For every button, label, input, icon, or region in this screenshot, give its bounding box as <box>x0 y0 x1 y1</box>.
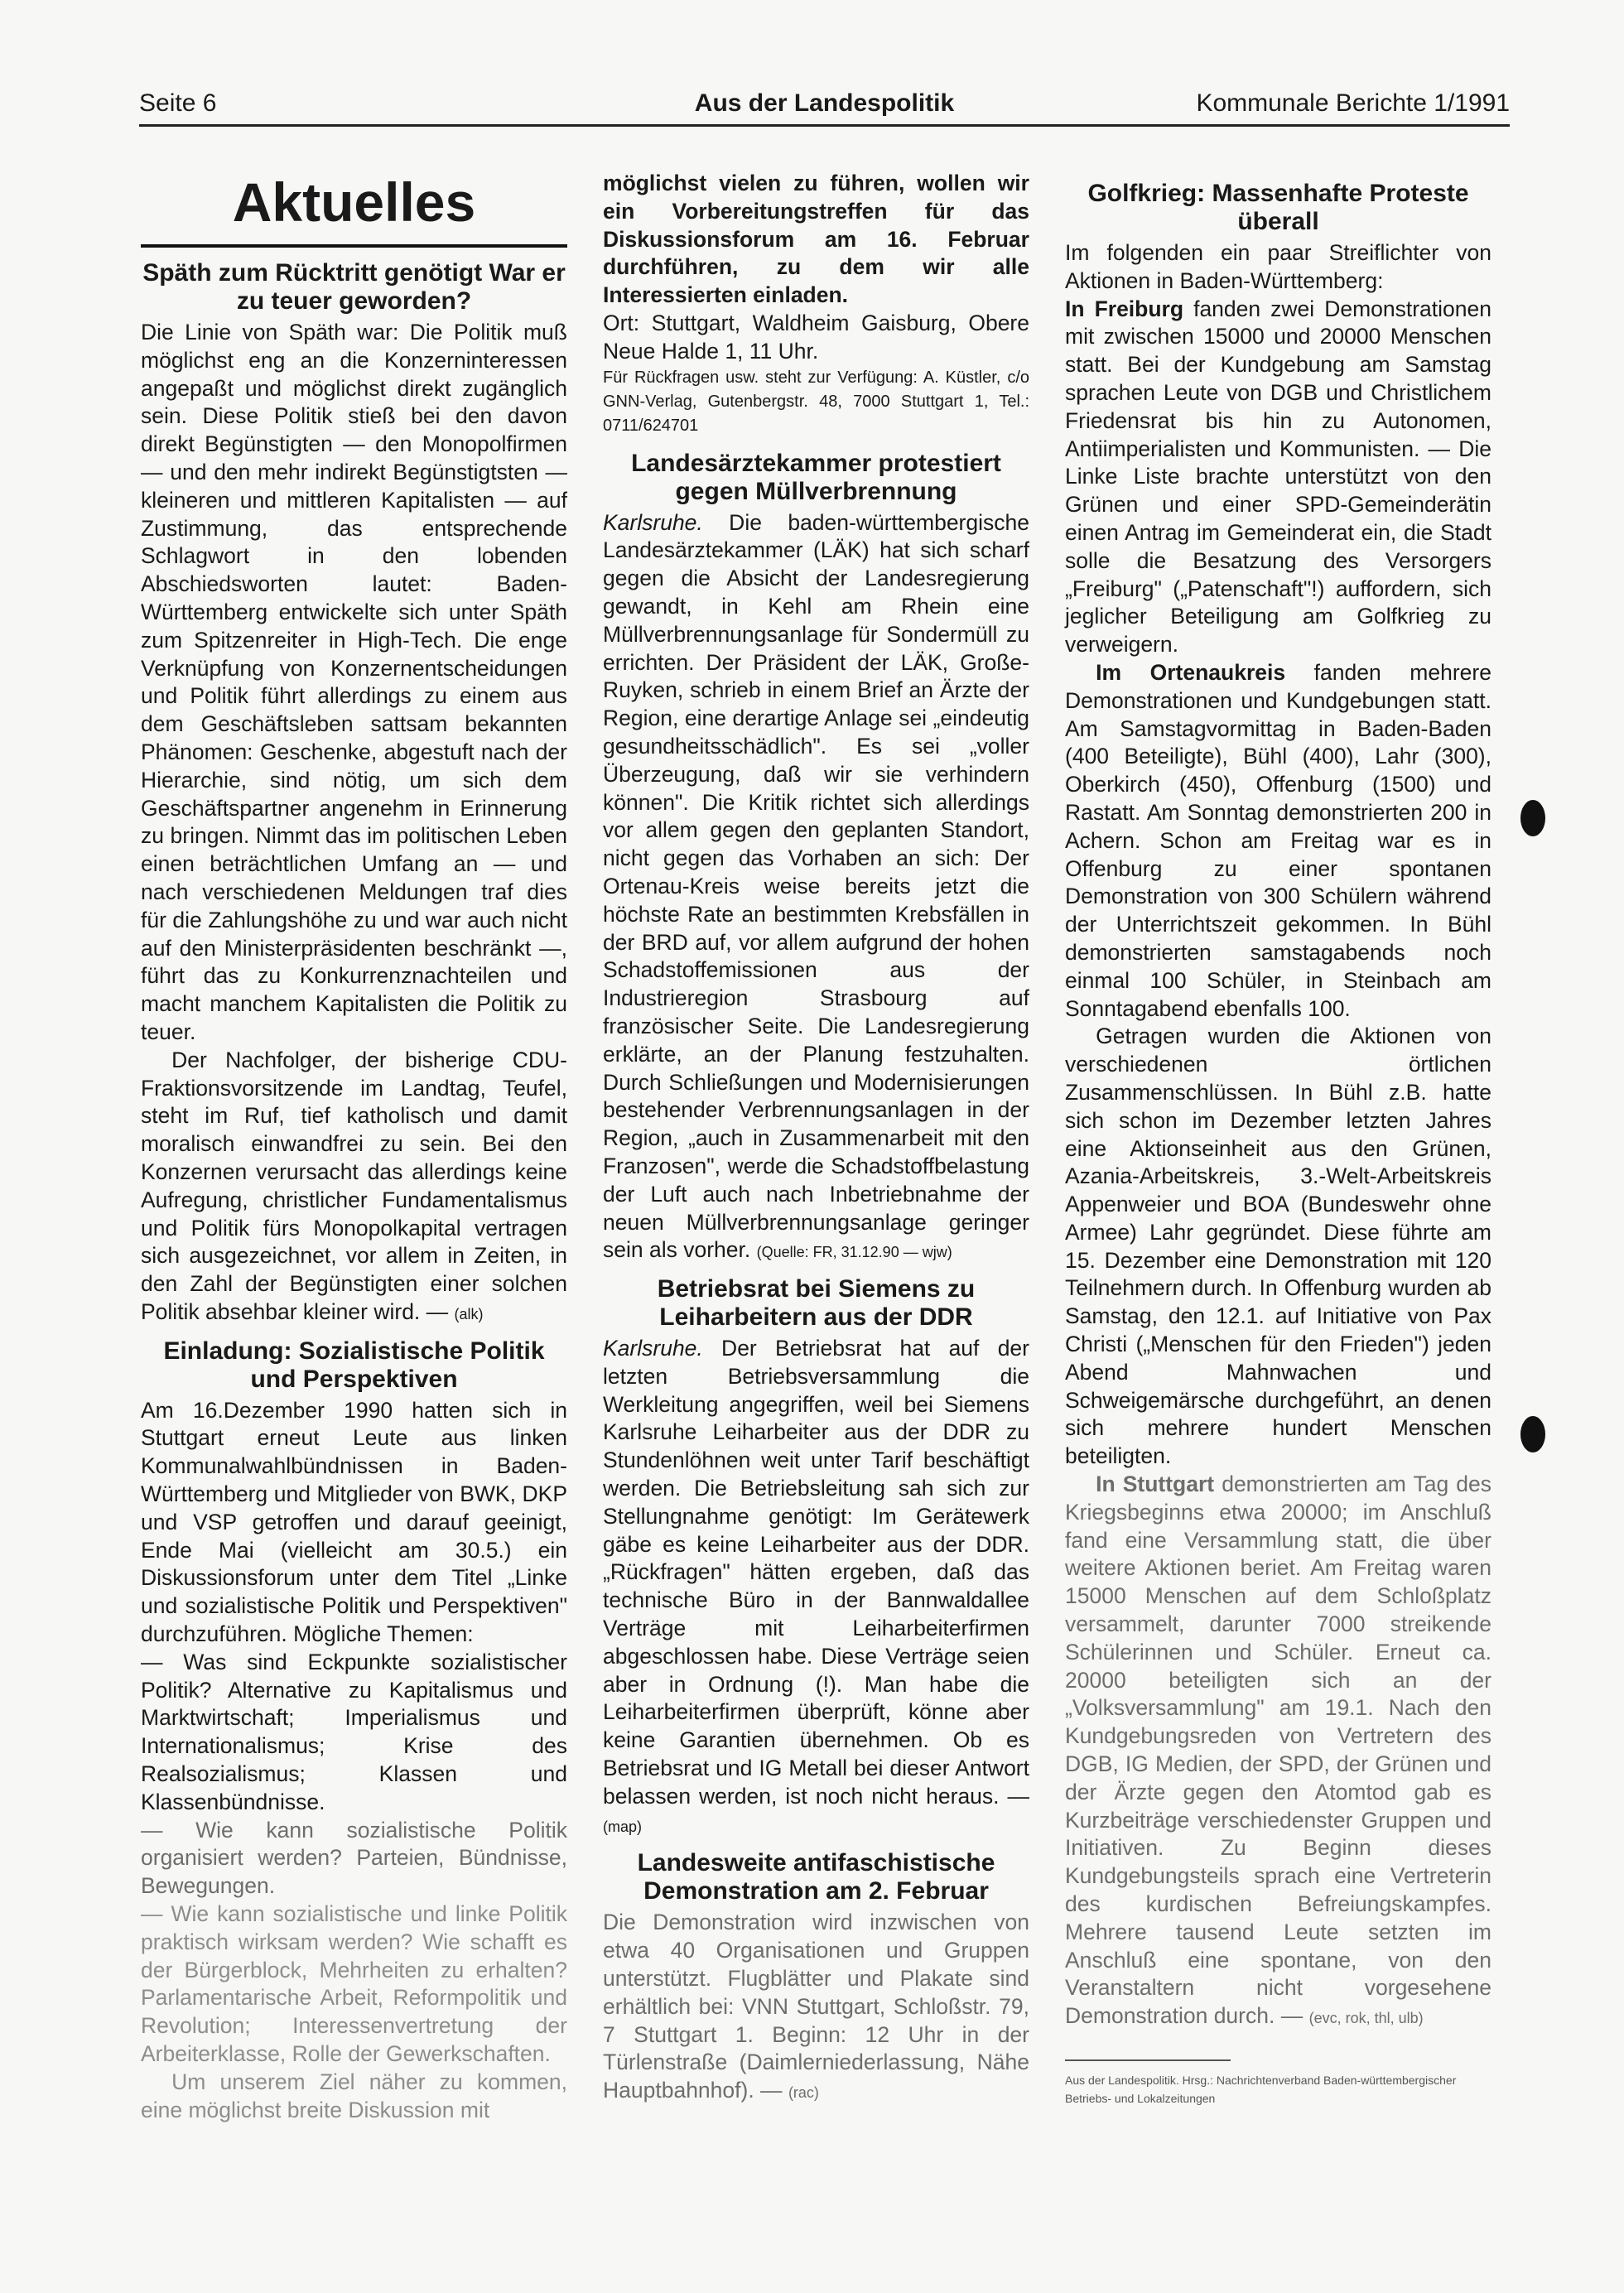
article-paragraph: Um unserem Ziel näher zu kommen, eine möglichst breite Diskussion mit <box>141 2069 567 2122</box>
dateline: Karlsruhe. <box>603 509 703 535</box>
author-signature: (rac) <box>788 2084 819 2102</box>
article-paragraph: Die Demonstration wird inzwischen von etwa 40 Organisationen und Gruppen unterstützt. Flugblätter und Plakate sind erhältlich bei: VNN Stuttgart, Schloßstr. 79, 7 Stuttgart 1. Beginn: 12 Uhr in der Türlenstraße (Daimlerniederlassung, Nähe Hauptbahnhof). — (rac) <box>603 1910 1029 2103</box>
city-lead: In Stuttgart <box>1096 1472 1215 1497</box>
section-name: Aus der Landespolitik <box>694 89 955 117</box>
column-2 <box>603 170 1029 2108</box>
header-rule <box>139 124 1510 127</box>
article-headline-siemens: Betriebsrat bei Siemens zu Leiharbeitern aus der DDR <box>657 1275 976 1332</box>
author-signature: (map) <box>603 1818 643 1835</box>
article-intro: Im folgenden ein paar Streiflichter von Aktionen in Baden-Württemberg: <box>1065 240 1491 293</box>
topic-item: — Wie kann sozialistische und linke Politik praktisch wirksam werden? Wie schafft es der Bürgerblock, Mehrheiten zu erhalten? Parlamentarische Arbeit, Reformpolitik und Revolution; Interessenvertretung der Arbeiterklasse, Rolle der Gewerkschaften. <box>141 1901 567 2067</box>
article-continuation: möglichst vielen zu führen, wollen wir ein Vorbereitungstreffen für das Diskussionsforum am 16. Februar durchführen, zu dem wir alle Interessierten einladen. <box>603 171 1029 308</box>
event-location: Ort: Stuttgart, Waldheim Gaisburg, Obere Neue Halde 1, 11 Uhr. <box>603 310 1029 364</box>
punch-hole-mark <box>1520 800 1545 836</box>
article-headline-laek: Landesärztekammer protestiert gegen Müllverbrennung <box>631 449 1001 505</box>
topic-item: — Was sind Eckpunkte sozialistischer Politik? Alternative zu Kapitalismus und Marktwirtschaft; Imperialismus und Internationalismus; Krise des Realsozialismus; Klassen und Klassenbündnisse. <box>141 1649 567 1814</box>
page-header <box>139 89 1510 128</box>
article-paragraph: Karlsruhe. Die baden-württembergische Landesärztekammer (LÄK) hat sich scharf gegen die Absicht der Landesregierung gewandt, in Kehl am Rhein eine Müllverbrennungsanlage für Sondermüll zu errichten. Der Präsident der LÄK, Große-Ruyken, schrieb in einem Brief an Ärzte der Region, eine derartige Anlage sei „eindeutig gesundheitsschädlich". Es sei „voller Überzeugung, daß wir sie verhindern können". Die Kritik richtet sich allerdings vor allem gegen den geplanten Standort, nicht gegen das Vorhaben an sich: Der Ortenau-Kreis weise bereits jetzt die höchste Rate an bestimmten Krebsfällen in der BRD auf, vor allem aufgrund der hohen Schadstoffemissionen aus der Industrieregion Strasbourg auf französischer Seite. Die Landesregierung erklärte, an der Planung festzuhalten. Durch Schließungen und Modernisierungen bestehender Verbrennungsanlagen in der Region, „auch in Zusammenarbeit mit den Franzosen", werde die Schadstoffbelastung der Luft auch nach Inbetriebnahme der neuen Müllverbrennungsanlage geringer sein als vorher. (Quelle: FR, 31.12.90 — wjw) <box>603 509 1029 1263</box>
city-lead: In Freiburg <box>1065 296 1184 321</box>
page-number: Seite 6 <box>139 89 217 117</box>
city-lead: Im Ortenaukreis <box>1096 659 1286 685</box>
article-paragraph: Die Linie von Späth war: Die Politik muß möglichst eng an die Konzerninteressen angepaßt und möglichst direkt zugänglich sein. Diese Politik stieß bei den davon direkt Begünstigten — den Monopolfirmen — und den mehr indirekt Begünstigtsten — kleineren und mittleren Kapitalisten — auf Zustimmung, das entsprechende Schlagwort in den lobenden Abschiedsworten lautet: Baden-Württemberg entwickelte sich unter Späth zum Spitzenreiter in High-Tech. Die enge Verknüpfung von Konzernentscheidungen und Politik führt allerdings zu einem aus dem Geschäftsleben sattsam bekannten Phänomen: Geschenke, abgestuft nach der Hierarchie, sind nötig, um sich dem Geschäftspartner angenehm in Erinnerung zu bringen. Nimmt das im politischen Leben einen beträchtlichen Umfang an — und nach verschiedenen Meldungen traf dies für die Zahlungshöhe zu und war auch nicht auf den Ministerpräsidenten beschränkt —, führt das zu Konkurrenznachteilen und macht manchem Kapitalisten die Politik zu teuer. <box>141 320 567 1044</box>
publication-name: Kommunale Berichte 1/1991 <box>1196 89 1510 117</box>
article-paragraph: In Freiburg fanden zwei Demonstrationen mit zwischen 15000 und 20000 Menschen statt. Bei der Kundgebung am Samstag sprachen Leute von DGB und Christlichem Friedensrat bis hin zu Autonomen, Antiimperialisten und Kommunisten. — Die Linke Liste brachte unterstützt von den Grünen und einer SPD-Gemeinderätin einen Antrag im Gemeinderat ein, die Stadt solle die Besatzung des Versorgers „Freiburg" („Patenschaft"!) auffordern, sich jeglicher Beteiligung am Golfkrieg zu verweigern. <box>1065 296 1491 658</box>
article-paragraph: Der Nachfolger, der bisherige CDU-Fraktionsvorsitzende im Landtag, Teufel, steht im Ruf, tief katholisch und damit moralisch einwandfrei zu sein. Bei den Konzernen verursacht das allerdings keine Aufregung, christlicher Fundamentalismus und Politik fürs Monopolkapital vertragen sich ausgezeichnet, vor allem in Zeiten, in den Zahl der Begünstigten einer solchen Politik absehbar kleiner wird. — (alk) <box>141 1047 567 1324</box>
article-paragraph: Im Ortenaukreis fanden mehrere Demonstrationen und Kundgebungen statt. Am Samstagvormittag in Baden-Baden (400 Beteiligte), Bühl (400), Lahr (300), Oberkirch (450), Offenburg (1500) und Rastatt. Am Sonntag demonstrierten 200 in Achern. Schon am Freitag war es in Offenburg zu einer spontanen Demonstration von 300 Schülern während der Unterrichtszeit gekommen. In Bühl demonstrierten samstagabends noch einmal 100 Schüler, in Steinbach am Sonntagabend ebenfalls 100. <box>1065 659 1491 1021</box>
topic-item: — Wie kann sozialistische Politik organisiert werden? Parteien, Bündnisse, Bewegungen. <box>141 1817 567 1899</box>
article-headline-spaeth: Späth zum Rücktritt genötigt War er zu teuer geworden? <box>142 259 566 315</box>
column-1 <box>141 170 567 2124</box>
article-paragraph: Karlsruhe. Der Betriebsrat hat auf der letzten Betriebsversammlung die Werkleitung angegriffen, weil bei Siemens Karlsruhe Leiharbeiter aus der DDR zu Stundenlöhnen weit unter Tarif beschäftigt werden. Die Betriebsleitung sah sich zur Stellungnahme genötigt: Im Gerätewerk gäbe es keine Leiharbeiter aus der DDR. „Rückfragen" hätten ergeben, daß das technische Büro in der Bannwaldallee Verträge mit Leiharbeiterfirmen abgeschlossen habe. Diese Verträge seien aber in Ordnung (!). Man habe die Leiharbeiterfirmen überprüft, könne aber keine Garantien übernehmen. Ob es Betriebsrat und IG Metall bei dieser Antwort belassen werden, ist noch nicht heraus. — (map) <box>603 1336 1029 1835</box>
article-paragraph: Getragen wurden die Aktionen von verschiedenen örtlichen Zusammenschlüssen. In Bühl z.B. hatte sich schon im Dezember letzten Jahres eine Aktionseinheit aus den Grünen, Azania-Arbeitskreis, 3.-Welt-Arbeitskreis Appenweier und BOA (Bundeswehr ohne Armee) Lahr gegründet. Diese führte am 15. Dezember eine Demonstration mit 120 Teilnehmern durch. In Offenburg wurden ab Samstag, den 12.1. auf Initiative von Pax Christi („Menschen für den Frieden") jeden Abend Mahnwachen und Schweigemärsche durchgeführt, an denen sich mehrere hundert Menschen beteiligten. <box>1065 1024 1491 1469</box>
imprint-note: Aus der Landespolitik. Hrsg.: Nachrichtenverband Baden-württembergischer Betriebs- und Lokalzeitungen <box>1065 2074 1457 2105</box>
article-headline-einladung: Einladung: Sozialistische Politik und Perspektiven <box>163 1337 545 1393</box>
article-headline-golfkrieg: Golfkrieg: Massenhafte Proteste überall <box>1087 180 1469 235</box>
column-3 <box>1065 170 1491 2108</box>
article-paragraph: In Stuttgart demonstrierten am Tag des Kriegsbeginns etwa 20000; im Anschluß fand eine Versammlung statt, die über weitere Aktionen beriet. Am Freitag waren 15000 Menschen auf dem Schloßplatz versammelt, darunter 7000 streikende Schülerinnen und Schüler. Erneut ca. 20000 beteiligten sich an der „Volksversammlung" am 19.1. Nach den Kundgebungsreden von Vertretern des DGB, IG Medien, der SPD, der Grünen und der Ärzte gegen den Atomtod gab es Kurzbeiträge verschiedenster Gruppen und Initiativen. Zu Beginn dieses Kundgebungsteils sprach eine Vertreterin des kurdischen Befreiungskampfes. Mehrere tausend Leute setzten im Anschluß eine spontane, von den Veranstaltern nicht vorgesehene Demonstration durch. — (evc, rok, thl, ulb) <box>1065 1472 1491 2029</box>
dateline: Karlsruhe. <box>603 1336 703 1361</box>
author-signature: (evc, rok, thl, ulb) <box>1308 2010 1424 2027</box>
article-headline-demo: Landesweite antifaschistische Demonstration am 2. Februar <box>637 1849 995 1905</box>
punch-hole-mark <box>1520 1416 1545 1452</box>
section-title: Aktuelles <box>141 173 567 248</box>
author-signature: (Quelle: FR, 31.12.90 — wjw) <box>756 1244 952 1261</box>
footer-rule <box>1065 2059 1231 2061</box>
contact-info: Für Rückfragen usw. steht zur Verfügung: A. Küstler, c/o GNN-Verlag, Gutenbergstr. 48, 7000 Stuttgart 1, Tel.: 0711/624701 <box>603 368 1029 435</box>
author-signature: (alk) <box>454 1305 484 1322</box>
article-paragraph: Am 16.Dezember 1990 hatten sich in Stuttgart erneut Leute aus linken Kommunalwahlbündnissen in Baden-Württemberg und Mitglieder von BWK, DKP und VSP getroffen und darauf geeinigt, Ende Mai (vielleicht am 30.5.) ein Diskussionsforum unter dem Titel „Linke und sozialistische Politik und Perspektiven" durchzuführen. Mögliche Themen: <box>141 1397 567 1647</box>
